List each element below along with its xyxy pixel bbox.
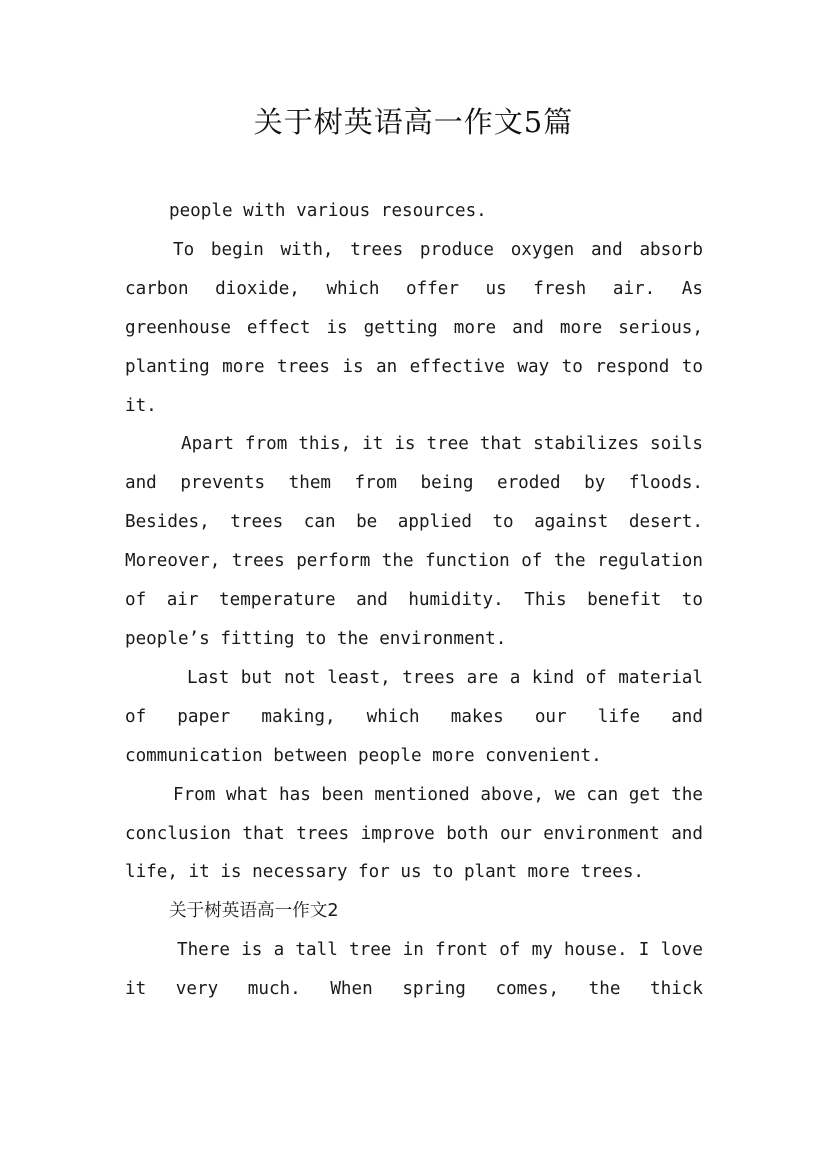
paragraph-soil: Apart from this, it is tree that stabilizes soils and prevents them from being eroded by floods. Besides, trees can be applied to against desert. Moreover, trees perform the function of the regulation of air temperature and humidity. This benefit to people’s fitting to the environment. [125,434,703,649]
paragraph-tall-tree: There is a tall tree in front of my house. I love it very much. When spring comes, the thick [125,940,703,1000]
document-title: 关于树英语高一作文5篇 [253,105,574,139]
document-body [125,192,703,1009]
section-2-heading: 关于树英语高一作文2 [169,901,339,922]
paragraph-conclusion: From what has been mentioned above, we can get the conclusion that trees improve both our environment and life, it is necessary for us to plant more trees. [125,784,703,883]
paragraph-oxygen: To begin with, trees produce oxygen and absorb carbon dioxide, which offer us fresh air. As greenhouse effect is getting more and more serious, planting more trees is an effective way to respond to it. [125,239,703,416]
paragraph-paper: Last but not least, trees are a kind of material of paper making, which makes our life and communication between people more convenient. [125,667,703,766]
paragraph-continuation: people with various resources. [169,201,487,221]
